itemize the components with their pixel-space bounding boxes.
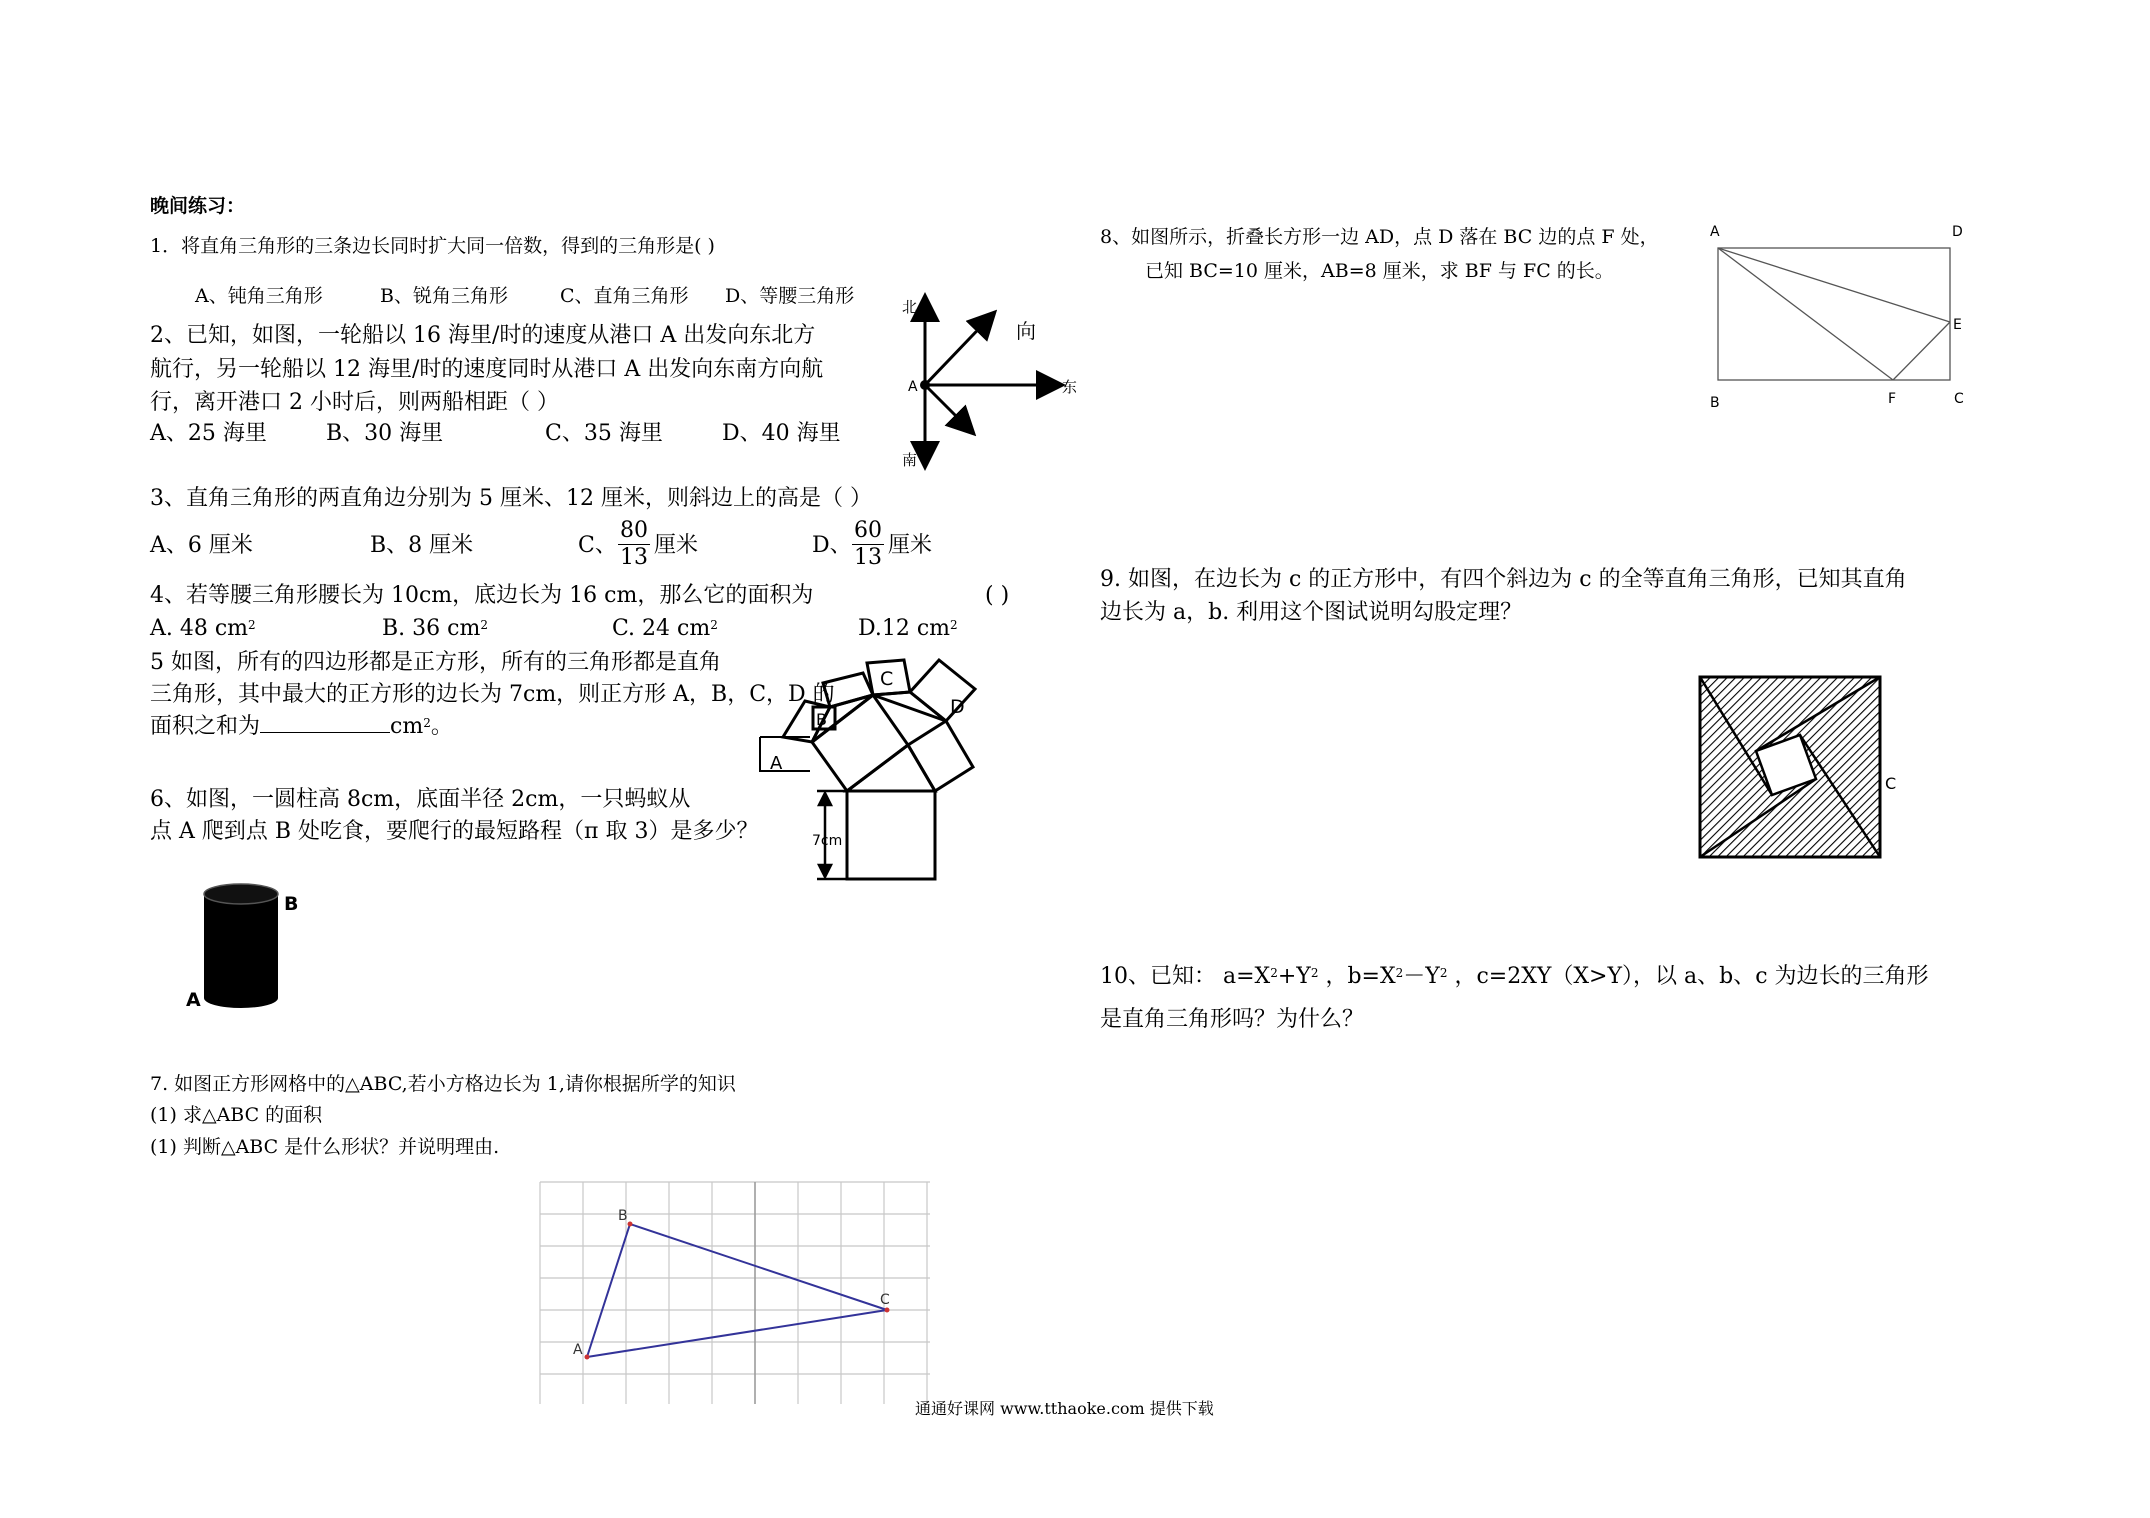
q3-option-d-denominator: 13 — [854, 545, 882, 570]
q6-line-1: 6、如图，一圆柱高 8cm，底面半径 2cm，一只蚂蚁从 — [150, 787, 691, 812]
page-footer: 通通好课网 www.tthaoke.com 提供下载 — [915, 1399, 1214, 1418]
q7-label-b: B — [618, 1208, 628, 1224]
q4-option-a: A. 48 $cm^2$ — [150, 616, 256, 641]
compass-east-label: 东 — [1062, 378, 1078, 396]
q4-option-c: C. 24 $cm^2$ — [612, 616, 718, 641]
q8-line-1: 8、如图所示，折叠长方形一边 AD，点 D 落在 BC 边的点 F 处， — [1100, 226, 1659, 248]
q7-label-c: C — [880, 1292, 890, 1308]
q5-length-label: 7cm — [812, 833, 843, 849]
q8-label-b: B — [1710, 395, 1720, 411]
compass-south-label: 南 — [902, 451, 918, 469]
q7-line-1: 7. 如图正方形网格中的△ABC,若小方格边长为 1,请你根据所学的知识 — [150, 1073, 736, 1095]
q2-compass-figure — [890, 290, 1090, 470]
q2-option-c: C、35 海里 — [545, 421, 663, 446]
q2-option-a: A、25 海里 — [150, 421, 267, 446]
q3-option-d-numerator: 60 — [854, 518, 882, 543]
q7-line-3: (1) 判断△ABC 是什么形状？并说明理由. — [150, 1136, 500, 1158]
q5-line-3: 面积之和为 $cm^2$。 — [150, 714, 453, 739]
q3-option-d-fraction — [852, 518, 884, 571]
q2-option-d: D、40 海里 — [722, 421, 841, 446]
q2-line-2: 航行，另一轮船以 12 海里/时的速度同时从港口 A 出发向东南方向航 — [150, 357, 824, 382]
q3-option-c-denominator: 13 — [620, 545, 648, 570]
q6-label-a: A — [186, 989, 201, 1011]
q2-line-1: 2、已知，如图，一轮船以 16 海里/时的速度从港口 A 出发向东北方 — [150, 323, 816, 348]
q9-label-c: C — [1885, 774, 1897, 793]
q5-label-c: C — [880, 668, 894, 690]
q8-line-2: 已知 BC=10 厘米，AB=8 厘米，求 BF 与 FC 的长。 — [1145, 260, 1614, 282]
q5-label-a: A — [770, 753, 783, 774]
q8-label-d: D — [1952, 224, 1963, 240]
q4-answer-paren: ( ) — [985, 583, 1010, 608]
q1-option-d: D、等腰三角形 — [725, 285, 855, 307]
q5-squares-figure — [755, 645, 1055, 885]
q1-option-c: C、直角三角形 — [560, 285, 689, 307]
q8-rectangle-figure — [1700, 218, 1980, 418]
q1-stem: 1．将直角三角形的三条边长同时扩大同一倍数，得到的三角形是( ) — [150, 235, 715, 257]
q5-label-d: D — [950, 696, 965, 718]
q2-option-b: B、30 海里 — [326, 421, 444, 446]
q9-line-1: 9. 如图，在边长为 c 的正方形中，有四个斜边为 c 的全等直角三角形，已知其直角 — [1100, 567, 1907, 592]
q5-line-1: 5 如图，所有的四边形都是正方形，所有的三角形都是直角 — [150, 650, 721, 675]
compass-direction-label: 向 — [1016, 319, 1036, 343]
q4-option-d: D.12 $cm^2$ — [858, 616, 958, 641]
q3-option-d-prefix: D、 — [812, 533, 852, 558]
q9-line-2: 边长为 a，b. 利用这个图试说明勾股定理？ — [1100, 600, 1523, 625]
compass-point-a: A — [908, 379, 918, 395]
q5-line-2: 三角形，其中最大的正方形的边长为 7cm，则正方形 A，B，C，D 的 — [150, 682, 835, 707]
q3-option-b: B、8 厘米 — [370, 533, 474, 558]
q10-line-2: 是直角三角形吗？为什么？ — [1100, 1007, 1365, 1032]
q2-line-3: 行，离开港口 2 小时后，则两船相距（ ） — [150, 390, 559, 415]
compass-north-label: 北 — [902, 298, 918, 316]
q8-label-c: C — [1954, 391, 1964, 407]
q1-option-b: B、锐角三角形 — [380, 285, 508, 307]
q7-line-2: (1) 求△ABC 的面积 — [150, 1104, 323, 1126]
q4-stem: 4、若等腰三角形腰长为 10cm，底边长为 16 cm，那么它的面积为 — [150, 583, 814, 608]
q5-answer-blank[interactable] — [260, 714, 390, 733]
q3-option-d-unit: 厘米 — [888, 533, 933, 558]
q9-pythagoras-figure — [1695, 675, 1915, 865]
q3-option-c-unit: 厘米 — [654, 533, 699, 558]
q8-label-e: E — [1953, 317, 1962, 333]
page-heading: 晚间练习： — [150, 195, 246, 217]
q3-option-c-prefix: C、 — [578, 533, 617, 558]
q8-label-a: A — [1710, 224, 1720, 240]
q4-option-b: B. 36 $cm^2$ — [382, 616, 488, 641]
q3-stem: 3、直角三角形的两直角边分别为 5 厘米、12 厘米，则斜边上的高是（ ） — [150, 486, 872, 511]
q3-option-a: A、6 厘米 — [150, 533, 253, 558]
q5-label-b: B — [816, 710, 827, 729]
q1-option-a: A、钝角三角形 — [195, 285, 323, 307]
q6-cylinder-figure — [180, 882, 310, 1022]
q7-grid-figure — [540, 1182, 940, 1404]
q10-line-1: 10、已知： $a=X^2+Y^2$ ，$b=X^2-Y^2$ ，c=2XY（X>Y），以 a、b、c 为边长的三角形 — [1100, 964, 1929, 989]
q6-label-b: B — [284, 893, 299, 915]
q3-option-c-numerator: 80 — [620, 518, 648, 543]
q8-label-f: F — [1888, 391, 1897, 407]
q6-line-2: 点 A 爬到点 B 处吃食，要爬行的最短路程（π 取 3）是多少？ — [150, 819, 759, 844]
q7-label-a: A — [573, 1342, 583, 1358]
q3-option-c-fraction — [618, 518, 650, 571]
